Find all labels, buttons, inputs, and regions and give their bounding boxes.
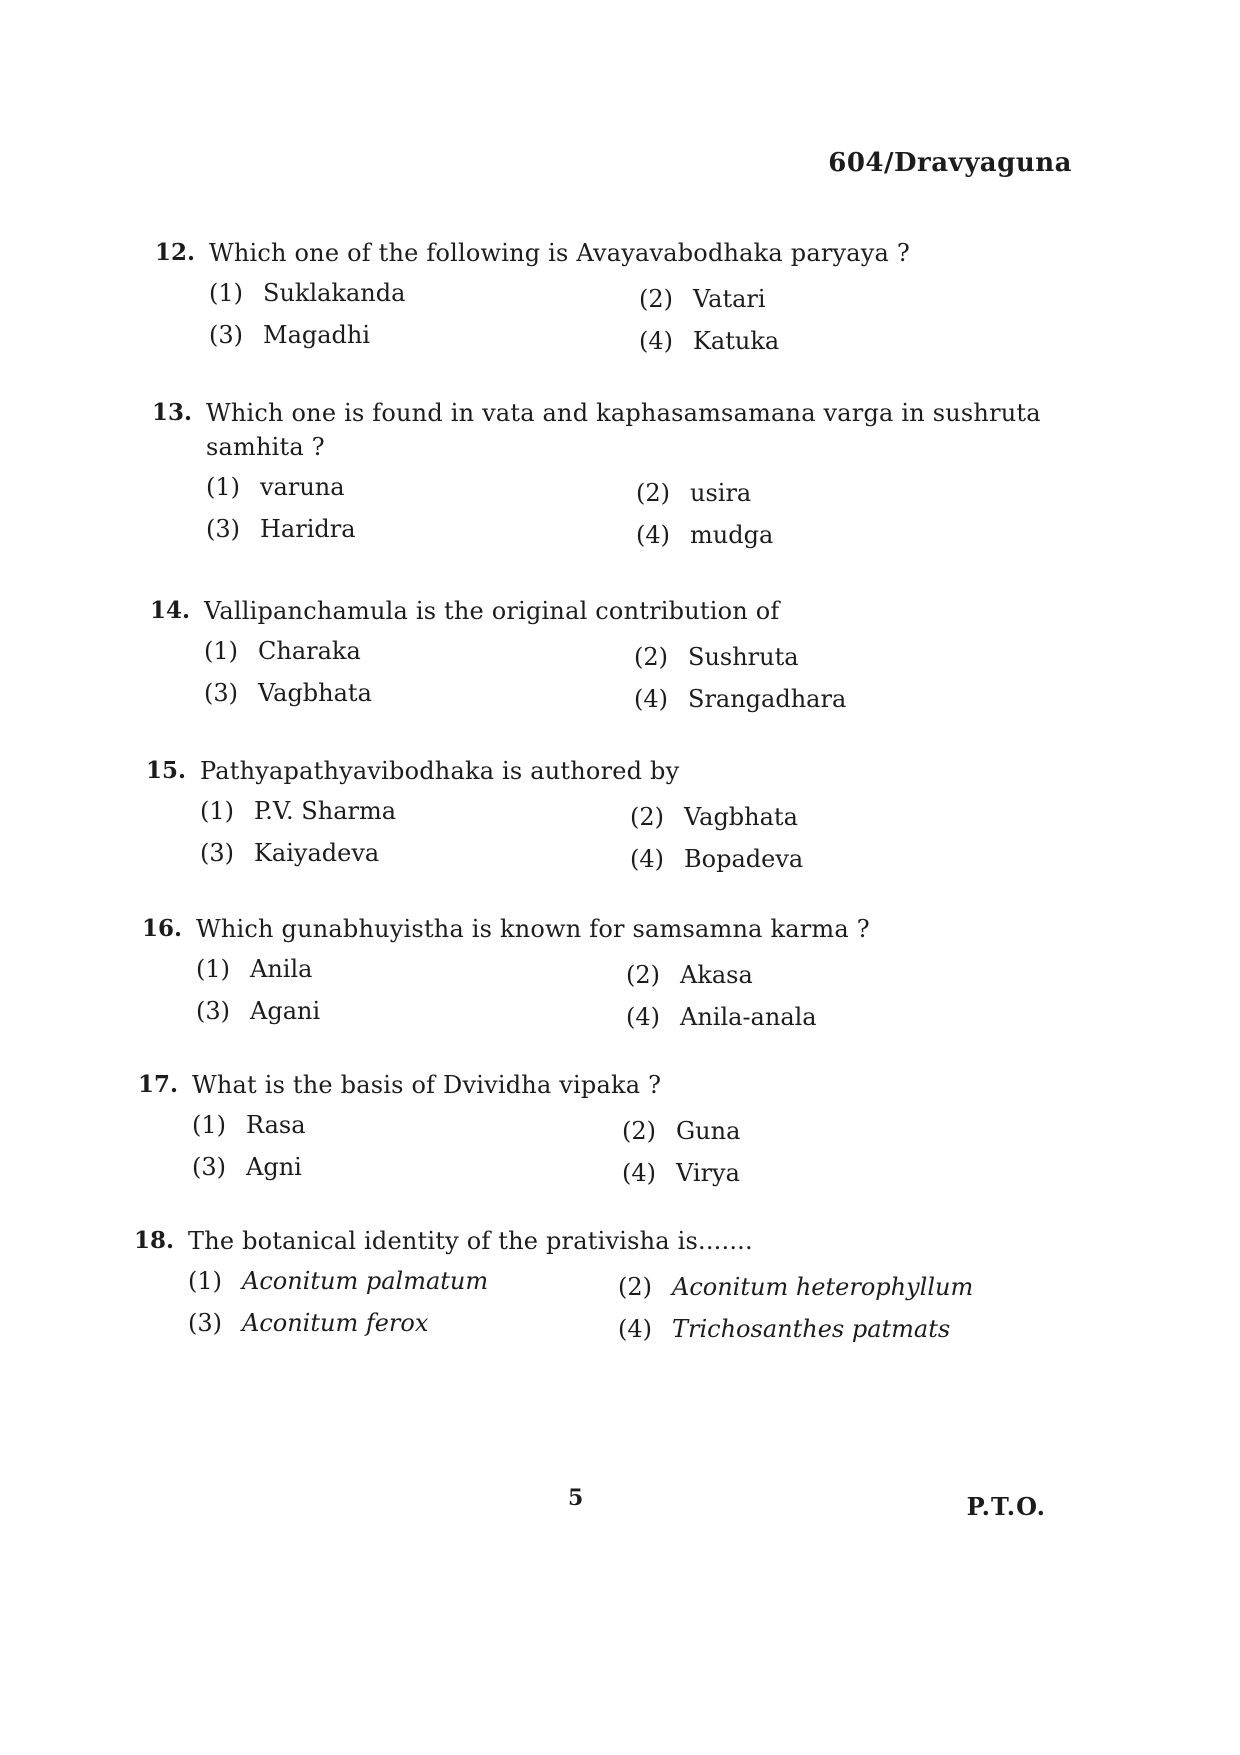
options bbox=[200, 792, 1086, 884]
option-number: (1) bbox=[204, 637, 238, 665]
option-number: (1) bbox=[192, 1111, 226, 1139]
page-number: 5 bbox=[568, 1485, 584, 1511]
option-text: Sushruta bbox=[688, 643, 799, 671]
option-number: (4) bbox=[622, 1159, 656, 1187]
option-4 bbox=[639, 324, 779, 358]
question-text: The botanical identity of the prativisha is....... bbox=[188, 1227, 753, 1255]
option-3 bbox=[188, 1306, 428, 1340]
option-1 bbox=[188, 1264, 488, 1298]
option-number: (1) bbox=[206, 473, 240, 501]
question-number: 17. bbox=[138, 1071, 179, 1098]
option-text: Bopadeva bbox=[684, 845, 804, 873]
option-3 bbox=[209, 318, 370, 352]
option-number: (3) bbox=[206, 515, 240, 543]
option-2 bbox=[626, 958, 753, 992]
option-number: (4) bbox=[639, 327, 673, 355]
option-number: (3) bbox=[196, 997, 230, 1025]
option-4 bbox=[636, 518, 773, 552]
pto-label: P.T.O. bbox=[966, 1492, 1046, 1521]
options bbox=[209, 274, 1095, 366]
question-text: What is the basis of Dvividha vipaka ? bbox=[192, 1071, 662, 1099]
option-number: (3) bbox=[188, 1309, 222, 1337]
options bbox=[188, 1262, 1074, 1354]
option-3 bbox=[196, 994, 320, 1028]
option-1 bbox=[192, 1108, 306, 1142]
question-number: 15. bbox=[146, 757, 187, 784]
option-1 bbox=[206, 470, 345, 504]
option-number: (3) bbox=[192, 1153, 226, 1181]
option-text: Srangadhara bbox=[688, 685, 847, 713]
option-number: (1) bbox=[196, 955, 230, 983]
option-number: (2) bbox=[618, 1273, 652, 1301]
option-4 bbox=[626, 1000, 817, 1034]
option-text: Rasa bbox=[246, 1111, 306, 1139]
question-text: Pathyapathyavibodhaka is authored by bbox=[200, 757, 680, 785]
question-12 bbox=[155, 236, 1095, 366]
option-4 bbox=[634, 682, 846, 716]
option-text: Vatari bbox=[693, 285, 766, 313]
option-text: Vagbhata bbox=[258, 679, 372, 707]
option-number: (1) bbox=[200, 797, 234, 825]
option-text: Haridra bbox=[260, 515, 356, 543]
option-text: Trichosanthes patmats bbox=[672, 1315, 951, 1343]
question-13 bbox=[152, 396, 1062, 560]
option-2 bbox=[639, 282, 766, 316]
option-number: (2) bbox=[634, 643, 668, 671]
question-text: Which gunabhuyistha is known for samsamna karma ? bbox=[196, 915, 870, 943]
option-number: (3) bbox=[209, 321, 243, 349]
question-15 bbox=[146, 754, 1086, 884]
question-number: 16. bbox=[142, 915, 183, 942]
option-number: (2) bbox=[622, 1117, 656, 1145]
options bbox=[196, 950, 1082, 1042]
option-2 bbox=[630, 800, 798, 834]
question-16 bbox=[142, 912, 1082, 1042]
question-number: 12. bbox=[155, 239, 196, 266]
option-text: Magadhi bbox=[263, 321, 371, 349]
question-number: 18. bbox=[134, 1227, 175, 1254]
option-number: (4) bbox=[630, 845, 664, 873]
option-text: Virya bbox=[676, 1159, 740, 1187]
option-text: Anila bbox=[250, 955, 313, 983]
option-number: (3) bbox=[200, 839, 234, 867]
question-text: Which one of the following is Avayavabodhaka paryaya ? bbox=[209, 239, 910, 267]
option-number: (4) bbox=[618, 1315, 652, 1343]
option-number: (4) bbox=[634, 685, 668, 713]
option-text: Agni bbox=[246, 1153, 302, 1181]
option-number: (2) bbox=[636, 479, 670, 507]
option-text: Suklakanda bbox=[263, 279, 406, 307]
option-2 bbox=[622, 1114, 740, 1148]
option-text: Anila-anala bbox=[680, 1003, 817, 1031]
option-text: varuna bbox=[260, 473, 345, 501]
option-number: (3) bbox=[204, 679, 238, 707]
option-1 bbox=[204, 634, 361, 668]
option-number: (4) bbox=[636, 521, 670, 549]
option-1 bbox=[196, 952, 312, 986]
option-text: P.V. Sharma bbox=[254, 797, 397, 825]
option-text: Katuka bbox=[693, 327, 780, 355]
option-number: (2) bbox=[626, 961, 660, 989]
option-text: Kaiyadeva bbox=[254, 839, 380, 867]
options bbox=[192, 1106, 1078, 1198]
option-1 bbox=[209, 276, 405, 310]
option-text: Vagbhata bbox=[684, 803, 798, 831]
option-text: Guna bbox=[676, 1117, 741, 1145]
option-text: Akasa bbox=[680, 961, 753, 989]
option-text: usira bbox=[690, 479, 752, 507]
option-number: (2) bbox=[630, 803, 664, 831]
option-number: (2) bbox=[639, 285, 673, 313]
option-3 bbox=[200, 836, 379, 870]
option-text: Charaka bbox=[258, 637, 361, 665]
option-1 bbox=[200, 794, 396, 828]
options bbox=[204, 632, 1090, 724]
option-3 bbox=[192, 1150, 302, 1184]
option-3 bbox=[204, 676, 372, 710]
option-2 bbox=[634, 640, 799, 674]
option-4 bbox=[622, 1156, 740, 1190]
question-text: Which one is found in vata and kaphasamsamana varga in sushruta samhita ? bbox=[206, 399, 1041, 461]
question-number: 14. bbox=[150, 597, 191, 624]
question-number: 13. bbox=[152, 399, 193, 426]
options bbox=[206, 468, 1062, 560]
option-text: Aconitum ferox bbox=[242, 1309, 429, 1337]
option-3 bbox=[206, 512, 356, 546]
option-number: (1) bbox=[209, 279, 243, 307]
option-2 bbox=[636, 476, 751, 510]
option-4 bbox=[618, 1312, 950, 1346]
option-2 bbox=[618, 1270, 973, 1304]
option-number: (4) bbox=[626, 1003, 660, 1031]
option-text: Agani bbox=[250, 997, 321, 1025]
question-text: Vallipanchamula is the original contribution of bbox=[204, 597, 780, 625]
option-4 bbox=[630, 842, 803, 876]
option-text: mudga bbox=[690, 521, 774, 549]
question-17 bbox=[138, 1068, 1078, 1198]
option-text: Aconitum palmatum bbox=[242, 1267, 489, 1295]
question-14 bbox=[150, 594, 1090, 724]
question-18 bbox=[134, 1224, 1074, 1354]
option-text: Aconitum heterophyllum bbox=[672, 1273, 974, 1301]
option-number: (1) bbox=[188, 1267, 222, 1295]
paper-code: 604/Dravyaguna bbox=[828, 148, 1072, 178]
